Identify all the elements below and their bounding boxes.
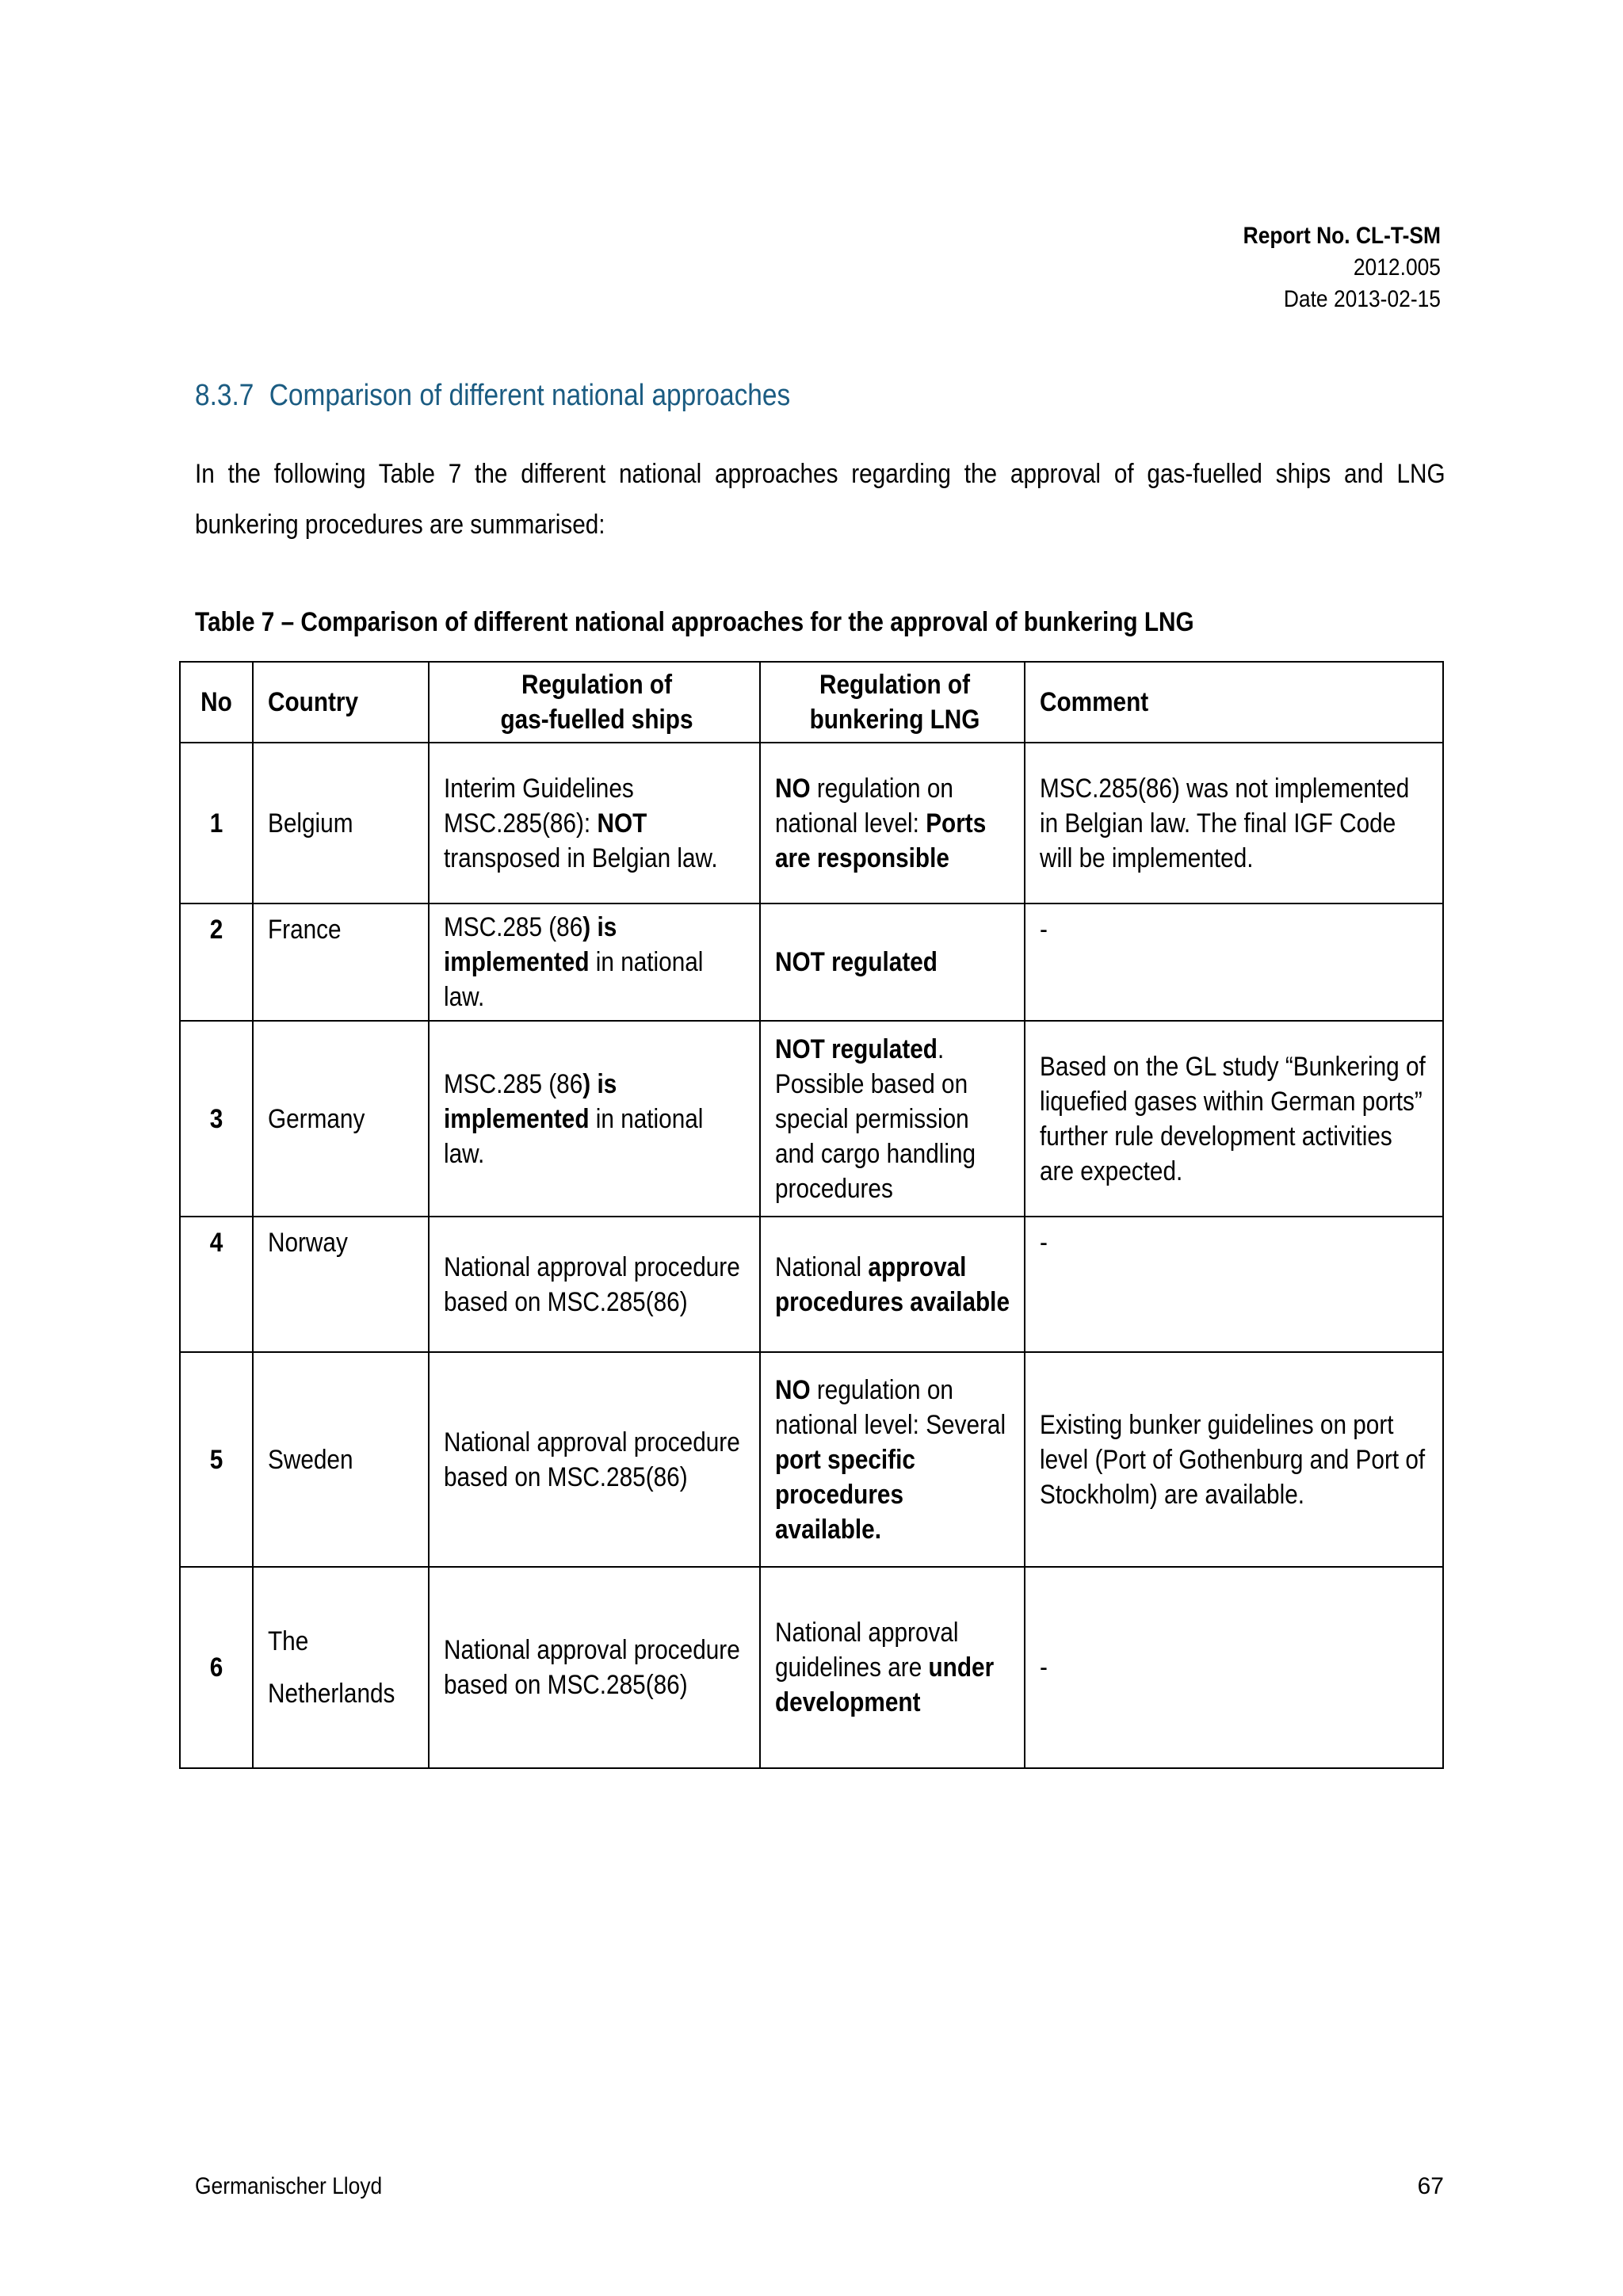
row-reg-lng: NOT regulated	[760, 904, 1025, 1021]
section-title: Comparison of different national approaches	[269, 379, 791, 412]
row-comment: -	[1025, 904, 1443, 1021]
row-reg-ships: National approval procedure based on MSC.285(86)	[429, 1567, 760, 1768]
footer-organization: Germanischer Lloyd	[195, 2173, 383, 2199]
row-country: Sweden	[253, 1352, 429, 1567]
row-no: 1	[180, 743, 253, 904]
row-country: France	[253, 904, 429, 1021]
comparison-table	[179, 661, 1444, 1769]
row-reg-lng: NO regulation on national level: Several port specific procedures available.	[760, 1352, 1025, 1567]
table-header-row	[180, 662, 1443, 743]
table-row	[180, 904, 1443, 1021]
table-row	[180, 1352, 1443, 1567]
row-comment: MSC.285(86) was not implemented in Belgian law. The final IGF Code will be implemented.	[1025, 743, 1443, 904]
page-number: 67	[1417, 2173, 1444, 2199]
row-country: Belgium	[253, 743, 429, 904]
header-reg-ships: Regulation of gas-fuelled ships	[429, 662, 760, 743]
row-country: Norway	[253, 1217, 429, 1352]
row-no: 3	[180, 1021, 253, 1217]
row-reg-ships: National approval procedure based on MSC.285(86)	[429, 1217, 760, 1352]
table-row	[180, 743, 1443, 904]
row-no: 6	[180, 1567, 253, 1768]
row-comment: -	[1025, 1217, 1443, 1352]
table-caption: Table 7 – Comparison of different national approaches for the approval of bunkering LNG	[195, 607, 1194, 637]
row-reg-ships: MSC.285 (86) is implemented in national law.	[429, 904, 760, 1021]
row-reg-ships: National approval procedure based on MSC.285(86)	[429, 1352, 760, 1567]
row-no: 2	[180, 904, 253, 1021]
row-reg-lng: National approval guidelines are under development	[760, 1567, 1025, 1768]
row-no: 4	[180, 1217, 253, 1352]
row-comment: -	[1025, 1567, 1443, 1768]
row-comment: Existing bunker guidelines on port level (Port of Gothenburg and Port of Stockholm) are available.	[1025, 1352, 1443, 1567]
row-no: 5	[180, 1352, 253, 1567]
table-row	[180, 1567, 1443, 1768]
report-date: Date 2013-02-15	[1283, 286, 1441, 312]
table-row	[180, 1021, 1443, 1217]
row-reg-lng: National approval procedures available	[760, 1217, 1025, 1352]
table-row	[180, 1217, 1443, 1352]
intro-paragraph: In the following Table 7 the different national approaches regarding the approval of gas-fuelled ships and LNG bunkering procedures are summarised:	[195, 459, 1445, 540]
header-country: Country	[253, 662, 429, 743]
row-reg-ships: Interim Guidelines MSC.285(86): NOT transposed in Belgian law.	[429, 743, 760, 904]
row-country: The Netherlands	[253, 1567, 429, 1768]
section-heading	[195, 379, 790, 413]
row-comment: Based on the GL study “Bunkering of liquefied gases within German ports” further rule development activities are expected.	[1025, 1021, 1443, 1217]
header-comment: Comment	[1025, 662, 1443, 743]
report-number: Report No. CL-T-SM	[1243, 223, 1441, 249]
header-reg-lng: Regulation of bunkering LNG	[760, 662, 1025, 743]
report-header	[953, 220, 1441, 315]
row-country: Germany	[253, 1021, 429, 1217]
row-reg-lng: NOT regulated. Possible based on special permission and cargo handling procedures	[760, 1021, 1025, 1217]
section-number: 8.3.7	[195, 379, 254, 412]
row-reg-lng: NO regulation on national level: Ports are responsible	[760, 743, 1025, 904]
row-reg-ships: MSC.285 (86) is implemented in national law.	[429, 1021, 760, 1217]
header-no: No	[180, 662, 253, 743]
report-id: 2012.005	[1353, 254, 1441, 281]
